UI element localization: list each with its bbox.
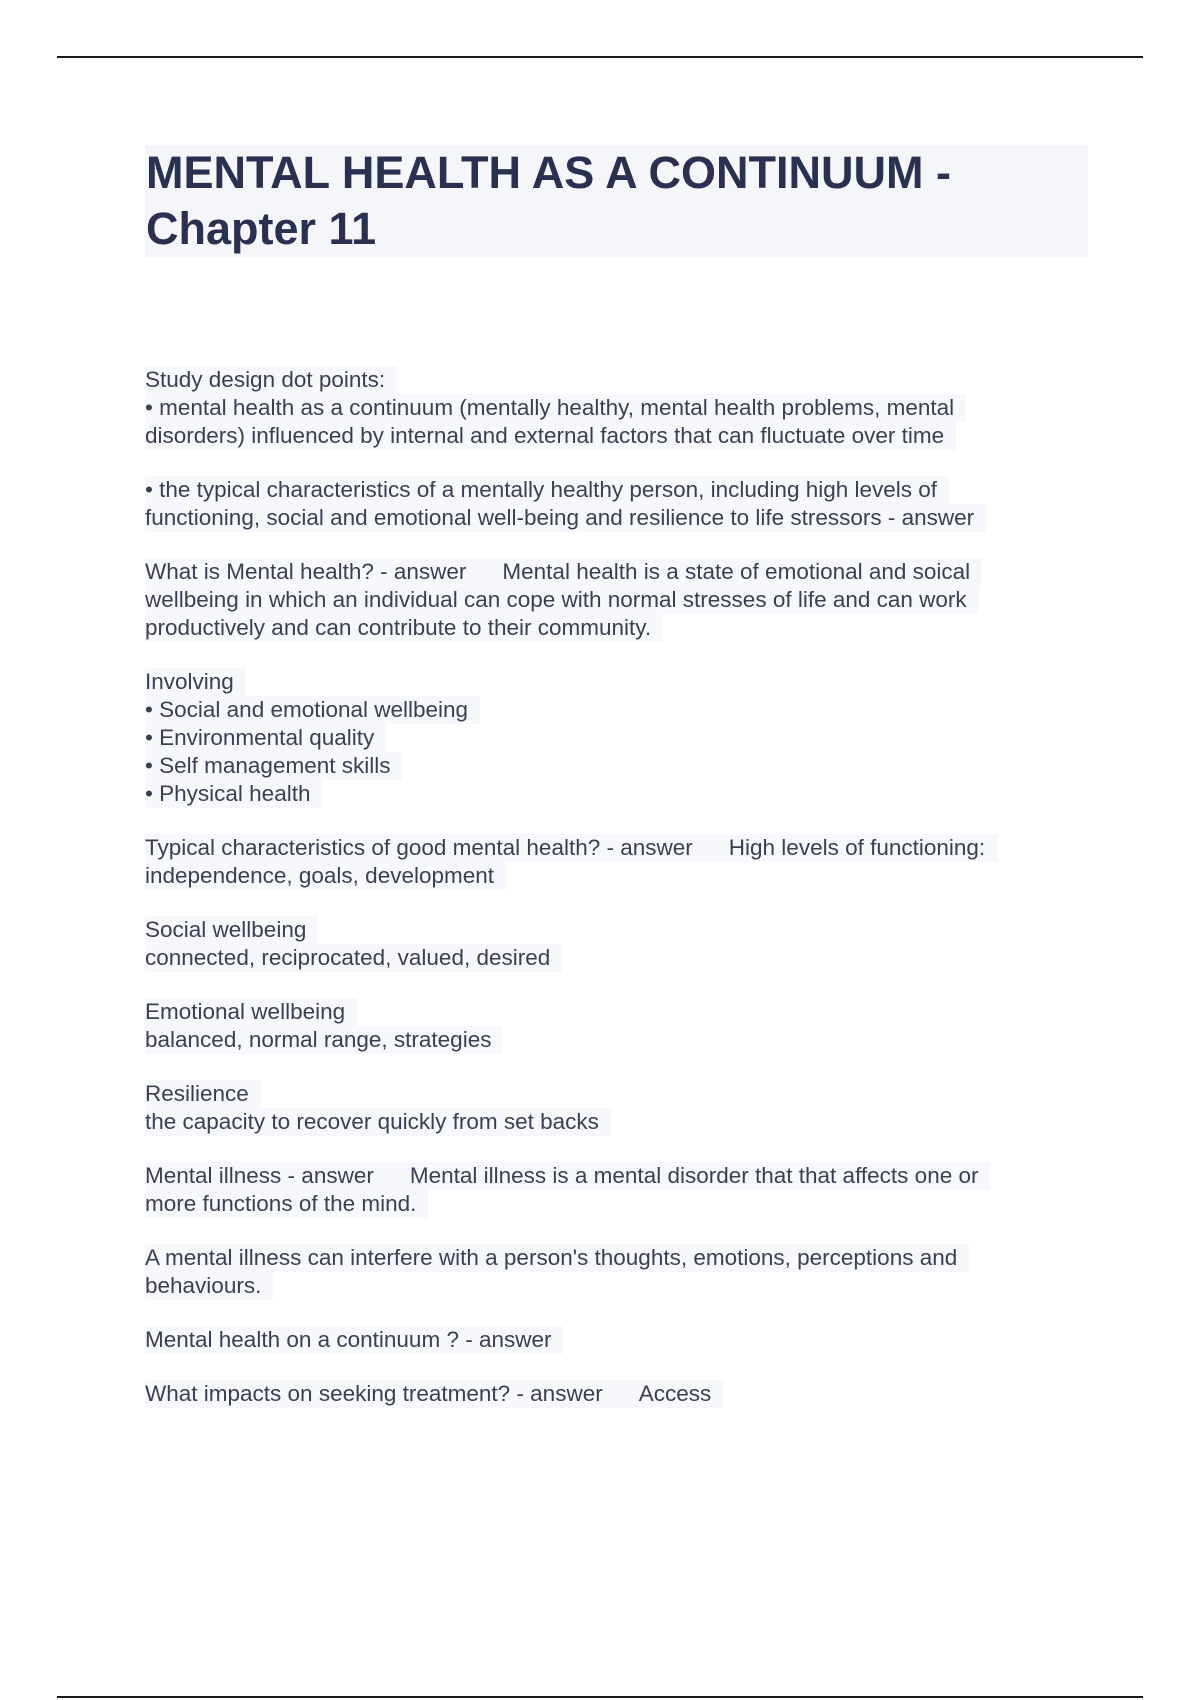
emotional-text: balanced, normal range, strategies (145, 1026, 503, 1054)
involving-heading: Involving (145, 668, 246, 696)
what-is-mental-health-block (145, 558, 1085, 642)
study-design-point-line-2: disorders) influenced by internal and external factors that can fluctuate over time (145, 422, 956, 450)
involving-item: • Physical health (145, 780, 322, 808)
study-design-heading: Study design dot points: (145, 366, 397, 394)
bottom-rule (57, 1696, 1143, 1698)
treatment-line (145, 1380, 723, 1408)
interfere-block (145, 1244, 1085, 1300)
what-is-mh-line-1 (145, 558, 982, 586)
involving-item: • Environmental quality (145, 724, 386, 752)
interfere-line-1: A mental illness can interfere with a person's thoughts, emotions, perceptions and (145, 1244, 969, 1272)
what-is-mh-line-3: productively and can contribute to their community. (145, 614, 663, 642)
resilience-text: the capacity to recover quickly from set backs (145, 1108, 611, 1136)
page-title (145, 145, 1088, 257)
typical-line-1 (145, 834, 997, 862)
typical-characteristics-block (145, 834, 1085, 890)
mental-illness-answer: Mental illness is a mental disorder that that affects one or (409, 1163, 979, 1188)
mental-illness-line-2: more functions of the mind. (145, 1190, 428, 1218)
title-line-2: Chapter 11 (146, 203, 377, 254)
continuum-question-block (145, 1326, 1085, 1354)
social-text: connected, reciprocated, valued, desired (145, 944, 562, 972)
title-box (145, 145, 1088, 257)
involving-item: • Social and emotional wellbeing (145, 696, 480, 724)
emotional-heading: Emotional wellbeing (145, 998, 357, 1026)
typical-line-2: independence, goals, development (145, 862, 506, 890)
title-line-1: MENTAL HEALTH AS A CONTINUUM - (146, 147, 951, 198)
mental-illness-question: Mental illness - answer (145, 1163, 374, 1188)
study-design-point-line-1: • mental health as a continuum (mentally healthy, mental health problems, mental (145, 394, 966, 422)
study-design-block (145, 366, 1085, 450)
characteristics-point-block (145, 476, 1085, 532)
top-rule (57, 56, 1143, 58)
continuum-question: Mental health on a continuum ? - answer (145, 1326, 563, 1354)
typical-answer: High levels of functioning: (728, 835, 986, 860)
what-is-mh-line-2: wellbeing in which an individual can cope with normal stresses of life and can work (145, 586, 979, 614)
involving-block (145, 668, 1085, 808)
treatment-question: What impacts on seeking treatment? - answer (145, 1381, 603, 1406)
document-body (145, 366, 1085, 1434)
social-wellbeing-block (145, 916, 1085, 972)
characteristics-line-2: functioning, social and emotional well-being and resilience to life stressors - answer (145, 504, 986, 532)
treatment-answer: Access (638, 1381, 712, 1406)
social-heading: Social wellbeing (145, 916, 318, 944)
typical-question: Typical characteristics of good mental health? - answer (145, 835, 693, 860)
involving-item: • Self management skills (145, 752, 402, 780)
resilience-heading: Resilience (145, 1080, 261, 1108)
mental-illness-block (145, 1162, 1085, 1218)
emotional-wellbeing-block (145, 998, 1085, 1054)
interfere-line-2: behaviours. (145, 1272, 273, 1300)
what-is-mh-question: What is Mental health? - answer (145, 559, 467, 584)
characteristics-line-1: • the typical characteristics of a mentally healthy person, including high levels of (145, 476, 949, 504)
treatment-block (145, 1380, 1085, 1408)
resilience-block (145, 1080, 1085, 1136)
mental-illness-line-1 (145, 1162, 990, 1190)
what-is-mh-answer: Mental health is a state of emotional and soical (502, 559, 971, 584)
